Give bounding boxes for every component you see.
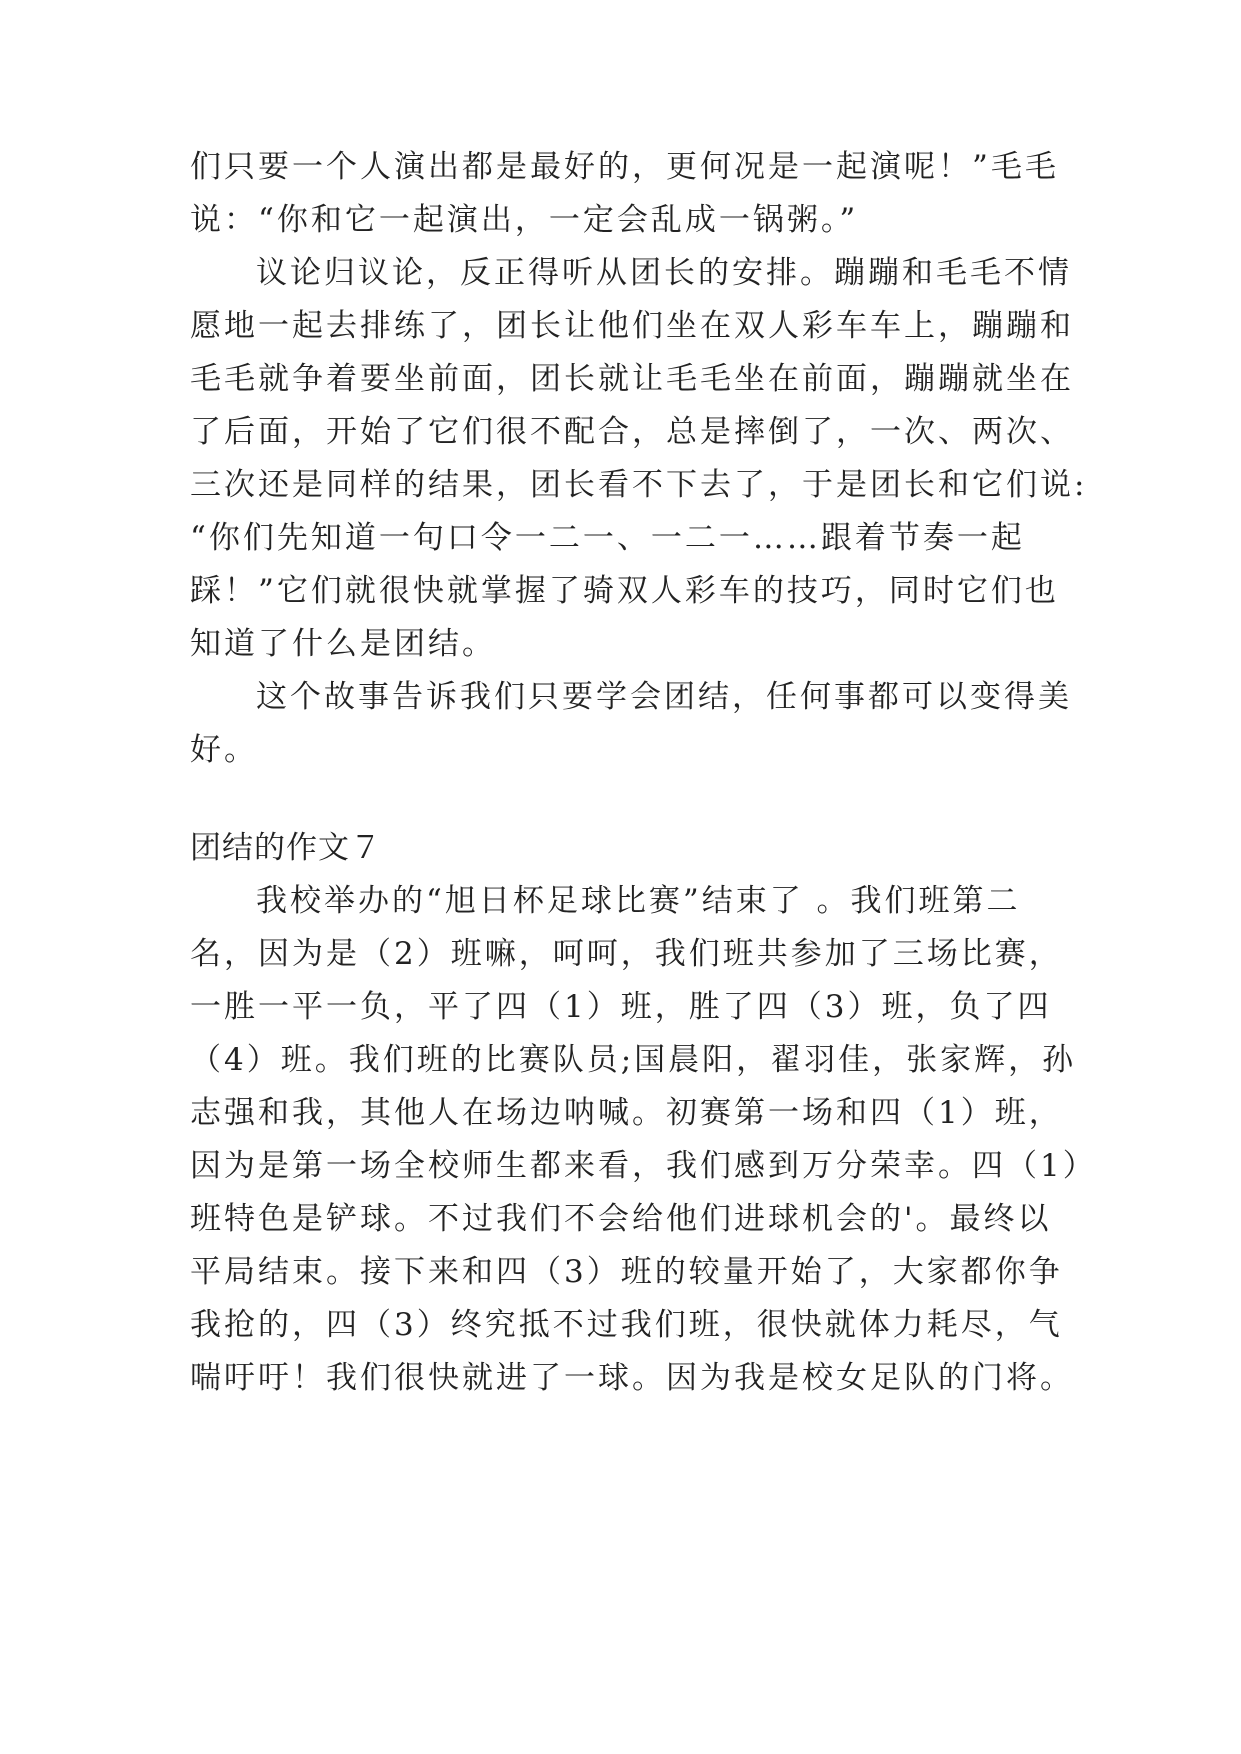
text-line: 喘吁吁！我们很快就进了一球。因为我是校女足队的门将。 — [190, 1360, 1074, 1396]
text-line: 踩！”它们就很快就掌握了骑双人彩车的技巧，同时它们也 — [190, 573, 1059, 609]
text-line: 愿地一起去排练了，团长让他们坐在双人彩车车上，蹦蹦和 — [190, 308, 1074, 344]
paragraph-first-line: 议论归议论，反正得听从团长的安排。蹦蹦和毛毛不情 — [256, 255, 1072, 291]
text-line: 说：“你和它一起演出，一定会乱成一锅粥。” — [190, 202, 859, 238]
text-line: 班特色是铲球。不过我们不会给他们进球机会的'。最终以 — [190, 1201, 1052, 1237]
text-line: 了后面，开始了它们很不配合，总是摔倒了，一次、两次、 — [190, 414, 1074, 450]
text-line: 平局结束。接下来和四（3）班的较量开始了，大家都你争 — [190, 1254, 1063, 1290]
text-line: 志强和我，其他人在场边呐喊。初赛第一场和四（1）班， — [190, 1095, 1063, 1131]
text-line: 我抢的，四（3）终究抵不过我们班，很快就体力耗尽，气 — [190, 1307, 1063, 1343]
text-line: 三次还是同样的结果，团长看不下去了，于是团长和它们说: — [190, 467, 1088, 503]
text-line: （4）班。我们班的比赛队员;国晨阳，翟羽佳，张家辉，孙 — [190, 1042, 1077, 1078]
text-line: 毛毛就争着要坐前面，团长就让毛毛坐在前面，蹦蹦就坐在 — [190, 361, 1074, 397]
paragraph-first-line: 我校举办的“旭日杯足球比赛”结束了 。我们班第二 — [256, 883, 1021, 919]
text-line: 好。 — [190, 732, 258, 768]
section-heading: 团结的作文７ — [190, 830, 382, 866]
text-line: 们只要一个人演出都是最好的，更何况是一起演呢！”毛毛 — [190, 149, 1059, 185]
text-line: 因为是第一场全校师生都来看，我们感到万分荣幸。四（1） — [190, 1148, 1097, 1184]
paragraph-first-line: 这个故事告诉我们只要学会团结，任何事都可以变得美 — [256, 679, 1072, 715]
text-line: 一胜一平一负，平了四（1）班，胜了四（3）班，负了四 — [190, 989, 1052, 1025]
text-line: 名，因为是（2）班嘛，呵呵，我们班共参加了三场比赛， — [190, 936, 1063, 972]
text-line: “你们先知道一句口令一二一、一二一……跟着节奏一起 — [190, 520, 1025, 556]
text-line: 知道了什么是团结。 — [190, 626, 496, 662]
